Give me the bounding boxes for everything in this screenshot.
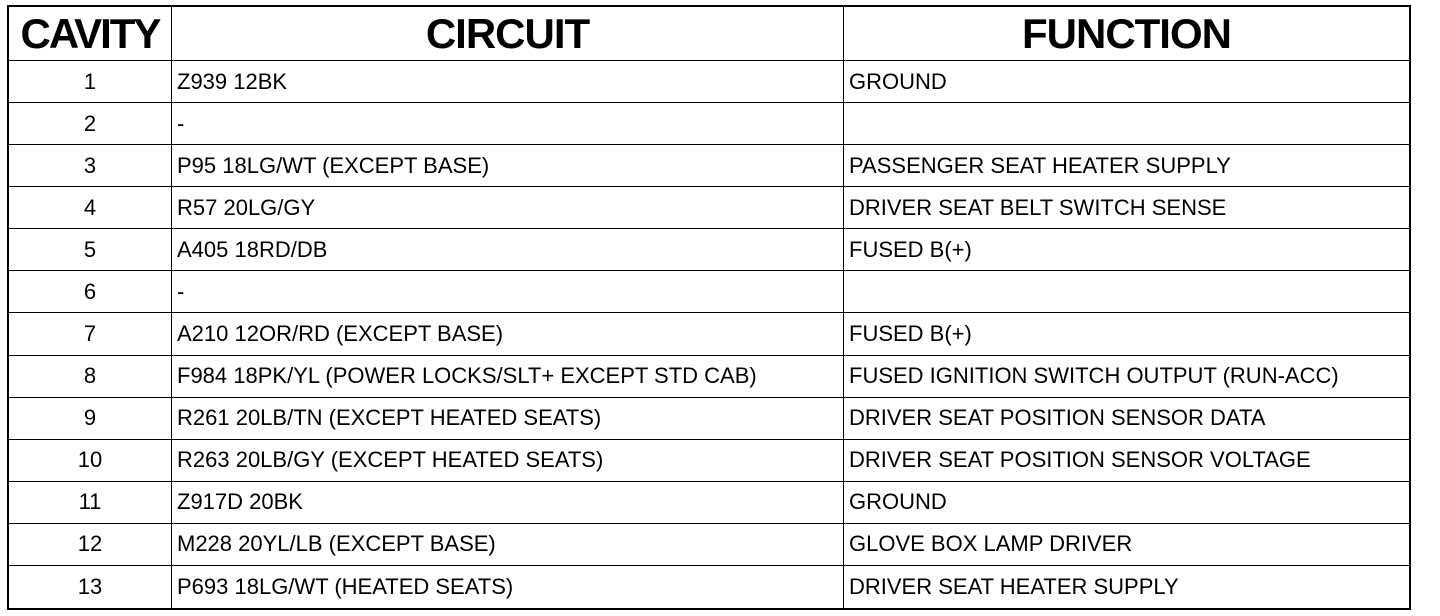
circuit-cell: A405 18RD/DB	[172, 229, 844, 271]
circuit-cell: A210 12OR/RD (EXCEPT BASE)	[172, 313, 844, 355]
header-function: FUNCTION	[844, 7, 1409, 61]
circuit-cell: P693 18LG/WT (HEATED SEATS)	[172, 566, 844, 608]
header-cavity: CAVITY	[9, 7, 172, 61]
function-cell	[844, 271, 1409, 313]
circuit-cell: -	[172, 271, 844, 313]
circuit-cell: Z939 12BK	[172, 61, 844, 103]
pinout-table	[7, 5, 1411, 610]
function-cell: FUSED B(+)	[844, 313, 1409, 355]
function-cell: DRIVER SEAT BELT SWITCH SENSE	[844, 187, 1409, 229]
function-cell: FUSED IGNITION SWITCH OUTPUT (RUN-ACC)	[844, 356, 1409, 398]
cavity-cell: 13	[9, 566, 172, 608]
circuit-cell: F984 18PK/YL (POWER LOCKS/SLT+ EXCEPT STD CAB)	[172, 356, 844, 398]
cavity-cell: 5	[9, 229, 172, 271]
cavity-cell: 9	[9, 398, 172, 440]
circuit-cell: M228 20YL/LB (EXCEPT BASE)	[172, 524, 844, 566]
function-cell: DRIVER SEAT POSITION SENSOR DATA	[844, 398, 1409, 440]
cavity-cell: 10	[9, 440, 172, 482]
cavity-cell: 4	[9, 187, 172, 229]
function-cell	[844, 103, 1409, 145]
circuit-cell: R263 20LB/GY (EXCEPT HEATED SEATS)	[172, 440, 844, 482]
circuit-cell: -	[172, 103, 844, 145]
cavity-cell: 7	[9, 313, 172, 355]
header-circuit: CIRCUIT	[172, 7, 844, 61]
cavity-cell: 8	[9, 356, 172, 398]
function-cell: PASSENGER SEAT HEATER SUPPLY	[844, 145, 1409, 187]
function-cell: DRIVER SEAT HEATER SUPPLY	[849, 573, 1179, 599]
function-cell: GROUND	[844, 61, 1409, 103]
circuit-cell: Z917D 20BK	[172, 482, 844, 524]
function-cell: GLOVE BOX LAMP DRIVER	[844, 524, 1409, 566]
function-cell: GROUND	[844, 482, 1409, 524]
cavity-cell: 2	[9, 103, 172, 145]
circuit-cell: R261 20LB/TN (EXCEPT HEATED SEATS)	[172, 398, 844, 440]
circuit-cell: P95 18LG/WT (EXCEPT BASE)	[172, 145, 844, 187]
cavity-cell: 1	[9, 61, 172, 103]
cavity-cell: 6	[9, 271, 172, 313]
cavity-cell: 3	[9, 145, 172, 187]
function-cell: FUSED B(+)	[844, 229, 1409, 271]
function-cell: DRIVER SEAT POSITION SENSOR VOLTAGE	[844, 440, 1409, 482]
cavity-cell: 12	[9, 524, 172, 566]
circuit-cell: R57 20LG/GY	[172, 187, 844, 229]
cavity-cell: 11	[9, 482, 172, 524]
